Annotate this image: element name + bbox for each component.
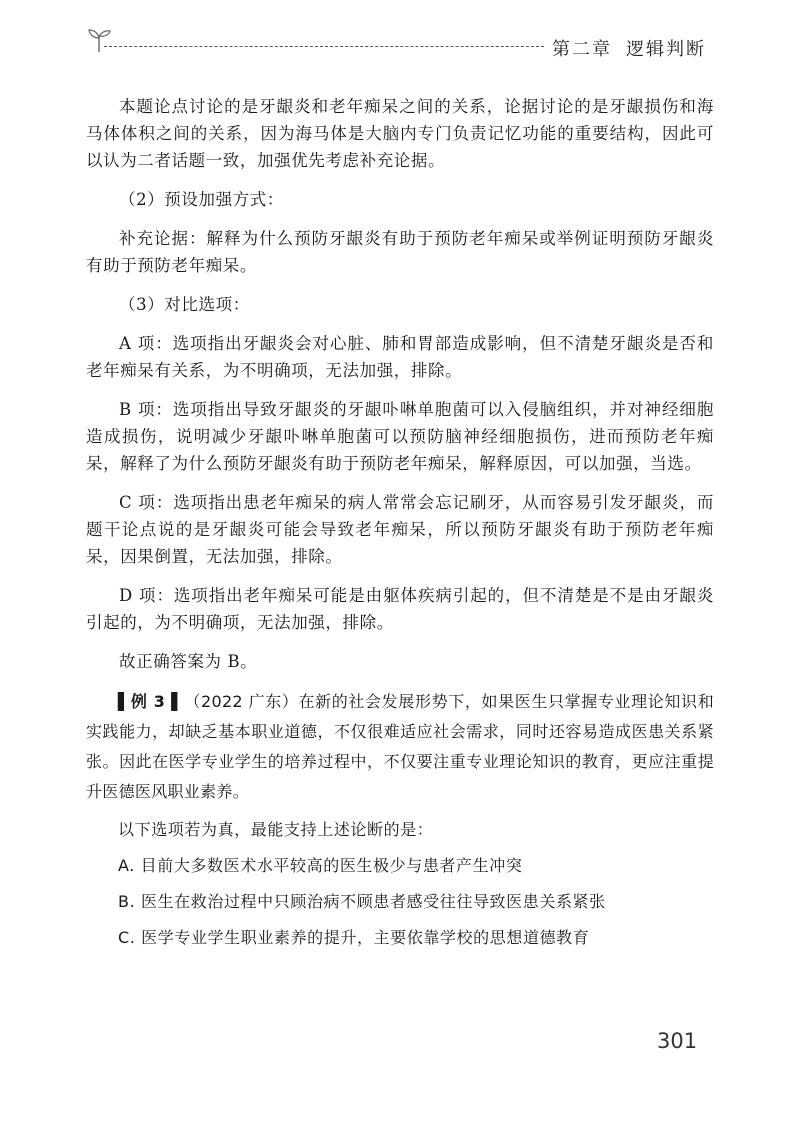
example-text: （2022 广东）在新的社会发展形势下，如果医生只掌握专业理论知识和实践能力，却缺乏基本职业道德，不仅很难适应社会需求，同时还容易造成医患关系紧张。因此在医学专业学生的培养过程中，不仅要注重专业理论知识的教育，更应注重提升医德医风职业素养。 xyxy=(86,692,714,801)
paragraph: B 项：选项指出导致牙龈炎的牙龈卟啉单胞菌可以入侵脑组织，并对神经细胞造成损伤，说明减少牙龈卟啉单胞菌可以预防脑神经细胞损伤，进而预防老年痴呆，解释了为什么预防牙龈炎有助于预防老年痴呆，解释原因，可以加强，当选。 xyxy=(86,400,714,473)
chapter-number: 第二章 xyxy=(552,39,612,60)
page-body xyxy=(86,93,714,963)
example-stem xyxy=(86,687,714,807)
option-b: B. 医生在救治过程中只顾治病不顾患者感受往往导致医患关系紧张 xyxy=(118,892,606,911)
paragraph: D 项：选项指出老年痴呆可能是由躯体疾病引起的，但不清楚是不是由牙龈炎引起的，为不明确项，无法加强，排除。 xyxy=(86,586,714,632)
section-title: 逻辑判断 xyxy=(626,39,706,60)
paragraph: （3）对比选项： xyxy=(119,295,250,314)
paragraph: A 项：选项指出牙龈炎会对心脏、肺和胃部造成影响，但不清楚牙龈炎是否和老年痴呆有关系，为不明确项，无法加强，排除。 xyxy=(86,334,714,380)
question-prompt: 以下选项若为真，最能支持上述论断的是： xyxy=(118,820,434,839)
header-divider xyxy=(104,46,544,47)
page-number: 301 xyxy=(657,1029,698,1053)
paragraph: 本题论点讨论的是牙龈炎和老年痴呆之间的关系，论据讨论的是牙龈损伤和海马体体积之间的关系，因为海马体是大脑内专门负责记忆功能的重要结构，因此可以认为二者话题一致，加强优先考虑补充论据。 xyxy=(86,97,714,170)
paragraph: （2）预设加强方式： xyxy=(119,190,284,209)
paragraph: 补充论据：解释为什么预防牙龈炎有助于预防老年痴呆或举例证明预防牙龈炎有助于预防老年痴呆。 xyxy=(86,229,714,275)
chapter-title xyxy=(552,35,706,61)
option-a: A. 目前大多数医术水平较高的医生极少与患者产生冲突 xyxy=(118,856,523,875)
paragraph: C 项：选项指出患老年痴呆的病人常常会忘记刷牙，从而容易引发牙龈炎，而题干论点说的是牙龈炎可能会导致老年痴呆，所以预防牙龈炎有助于预防老年痴呆，因果倒置，无法加强，排除。 xyxy=(86,493,714,566)
answer-line: 故正确答案为 B。 xyxy=(119,652,258,671)
example-label: ▌例 3 ▌ xyxy=(118,692,185,711)
option-c: C. 医学专业学生职业素养的提升，主要依靠学校的思想道德教育 xyxy=(118,928,590,947)
sprout-icon xyxy=(84,24,114,54)
running-header xyxy=(84,24,724,64)
